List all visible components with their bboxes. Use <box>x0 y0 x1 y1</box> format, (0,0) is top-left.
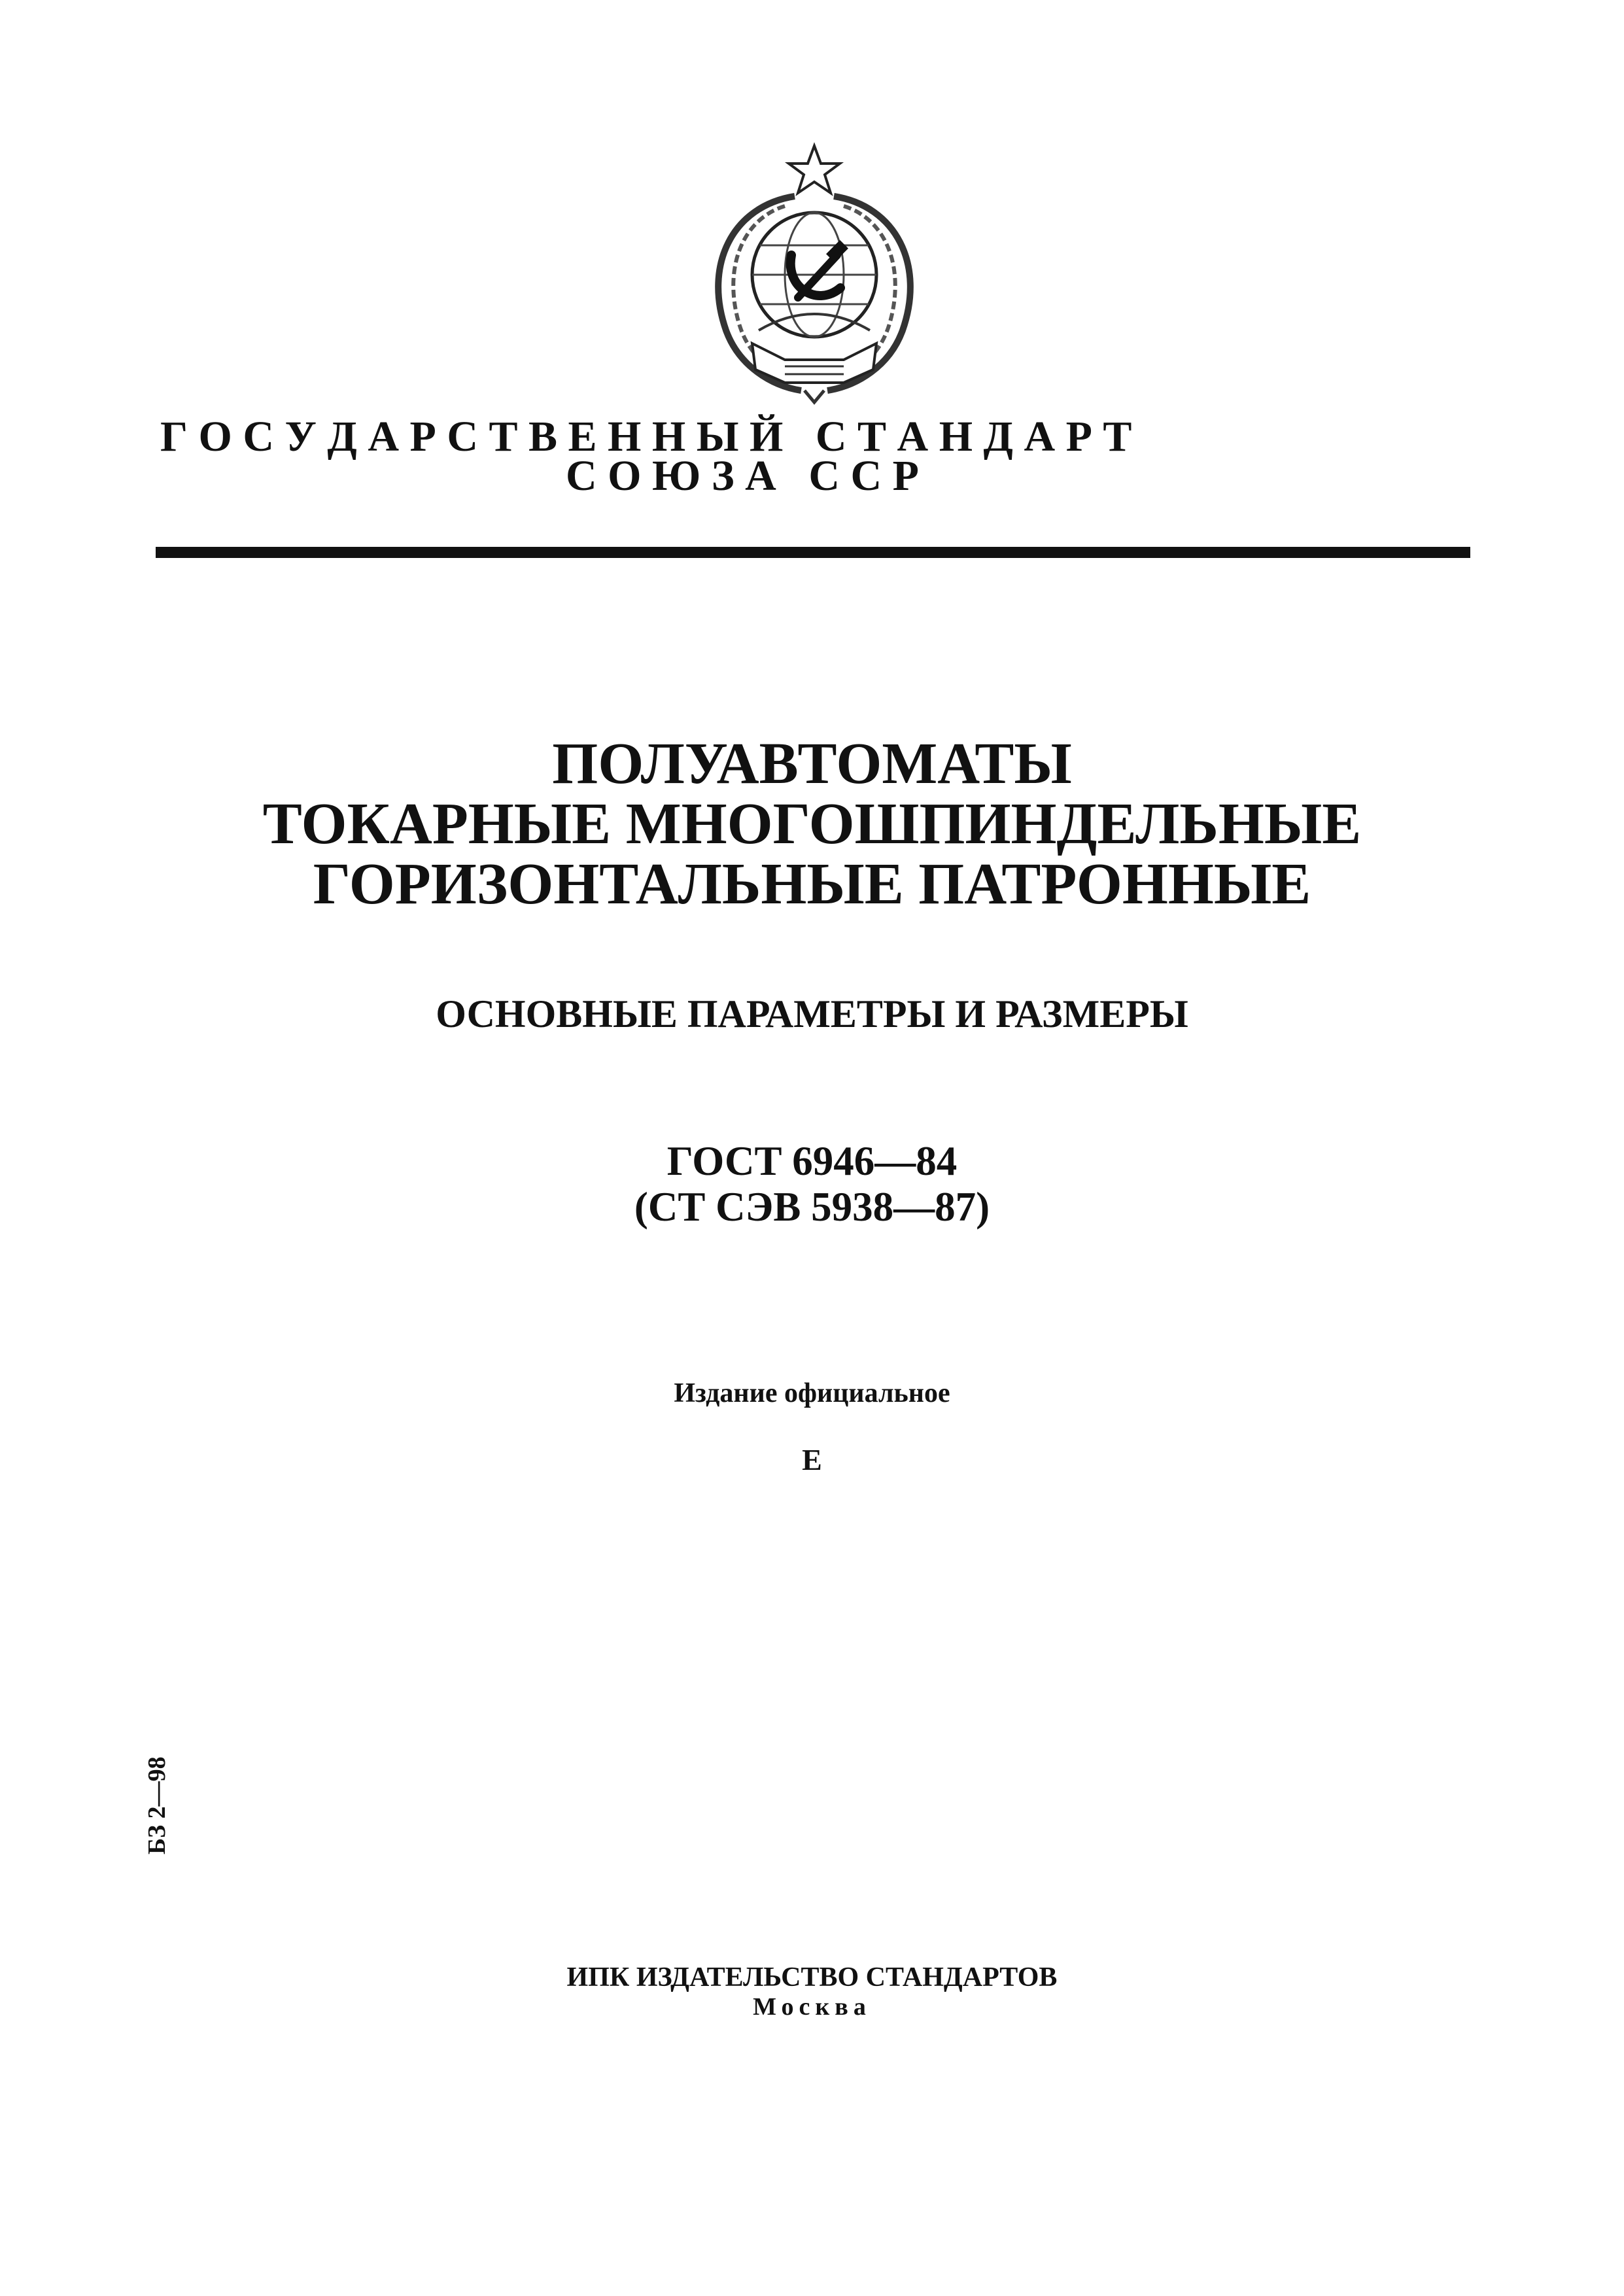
publisher-name: ИПК ИЗДАТЕЛЬСТВО СТАНДАРТОВ <box>566 1962 1058 1992</box>
publisher-city: Москва <box>753 1993 871 2021</box>
title-line-2: ТОКАРНЫЕ МНОГОШПИНДЕЛЬНЫЕ <box>262 791 1362 856</box>
side-code: БЗ 2—98 <box>143 1756 171 1854</box>
sev-number: (СТ СЭВ 5938—87) <box>634 1184 990 1230</box>
gost-number: ГОСТ 6946—84 <box>666 1138 958 1184</box>
document-subtitle: ОСНОВНЫЕ ПАРАМЕТРЫ И РАЗМЕРЫ <box>436 992 1188 1035</box>
header-line-2: С О Ю З А С С Р <box>566 452 919 500</box>
document-title <box>0 731 1624 916</box>
edition-label: Издание официальное <box>674 1378 950 1408</box>
title-line-1: ПОЛУАВТОМАТЫ <box>552 731 1072 796</box>
edition-letter: Е <box>802 1443 822 1476</box>
designation-block <box>0 1138 1624 1230</box>
header-rule <box>156 547 1470 558</box>
ussr-coat-of-arms-icon <box>687 134 942 409</box>
header-line-1: Г О С У Д А Р С Т В Е Н Н Ы Й С Т А Н Д А Р Т <box>160 413 1132 461</box>
title-line-3: ГОРИЗОНТАЛЬНЫЕ ПАТРОННЫЕ <box>313 852 1311 916</box>
